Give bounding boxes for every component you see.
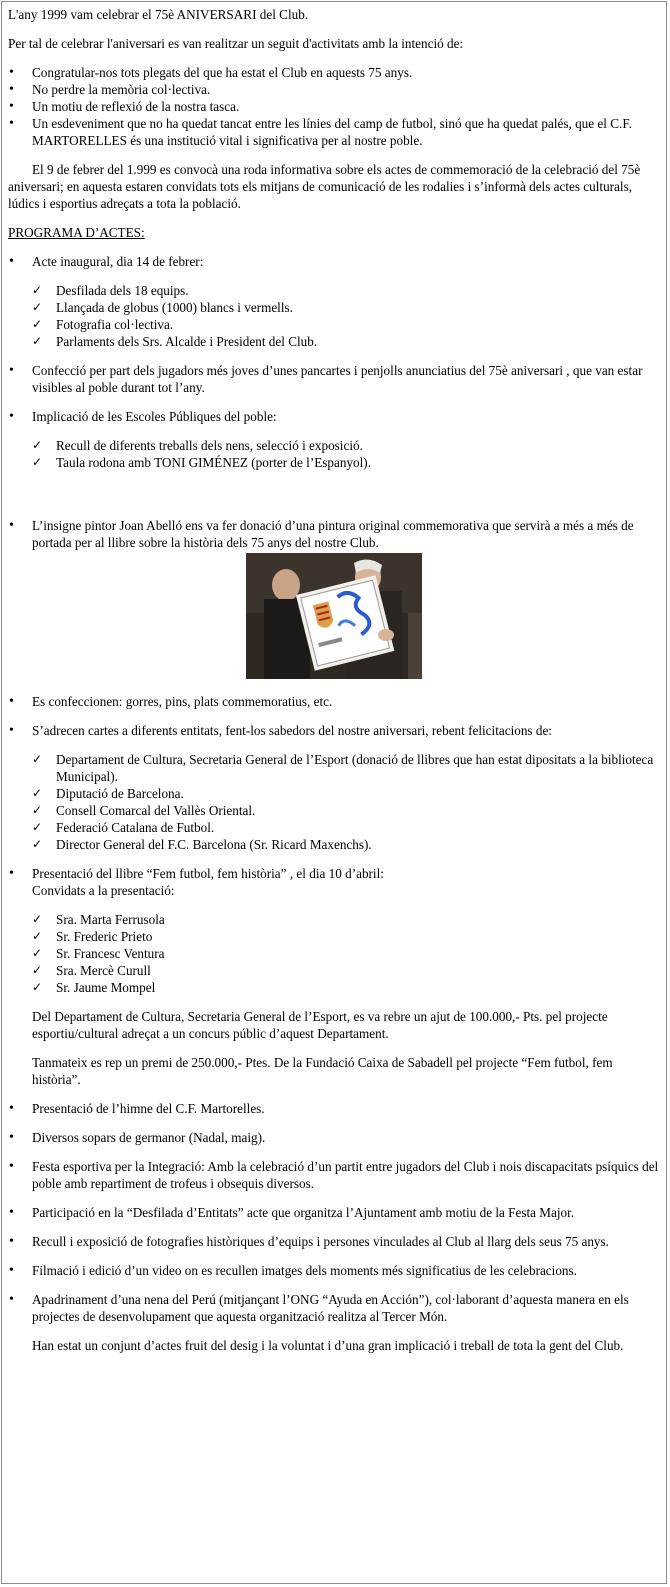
spacer xyxy=(8,1279,660,1291)
intro-text: L'any 1999 vam celebrar el 75è ANIVERSARI del Club. xyxy=(8,7,309,22)
check-item: ✓ Sr. Francesc Ventura xyxy=(32,945,660,962)
acte-inaugural-item xyxy=(8,253,660,270)
check-item: ✓ Parlaments dels Srs. Alcalde i President del Club. xyxy=(32,333,660,350)
check-item: ✓ Sra. Marta Ferrusola xyxy=(32,911,660,928)
escoles-checklist xyxy=(8,437,660,471)
program-list-a xyxy=(8,253,660,270)
guests-checklist xyxy=(8,911,660,996)
program-list-g xyxy=(8,865,660,899)
list-item: • Participació en la “Desfilada d’Entitats” acte que organitza l’Ajuntament amb motiu de la Festa Major. xyxy=(8,1204,660,1221)
list-item: • Recull i exposició de fotografies històriques d’equips i persones vinculades al Club al llarg dels seus 75 anys. xyxy=(8,1233,660,1250)
closing-paragraph: Han estat un conjunt d’actes fruit del desig i la voluntat i d’una gran implicació i treball de tota la gent del Club. xyxy=(32,1338,624,1353)
document-body xyxy=(8,6,660,1354)
program-list-b xyxy=(8,362,660,396)
check-item: ✓ Consell Comarcal del Vallès Oriental. xyxy=(32,802,660,819)
list-item: • Un motiu de reflexió de la nostra tasca. xyxy=(8,98,660,115)
acte-inaugural-checklist xyxy=(8,282,660,350)
program-list-e xyxy=(8,693,660,710)
spacer xyxy=(8,1146,660,1158)
painting-donation-photo xyxy=(246,553,422,679)
check-item: ✓ Sra. Mercè Curull xyxy=(32,962,660,979)
spacer xyxy=(8,1250,660,1262)
list-item: • No perdre la memòria col·lectiva. xyxy=(8,81,660,98)
check-item: ✓ Desfilada dels 18 equips. xyxy=(32,282,660,299)
check-item: ✓ Director General del F.C. Barcelona (Sr. Ricard Maxenchs). xyxy=(32,836,660,853)
list-item: • Apadrinament d’una nena del Perú (mitjançant l’ONG “Ayuda en Acción”), col·laborant d’aquesta manera en els projectes de desenvolupament que aquesta organització realitza al Tercer Món. xyxy=(8,1291,660,1325)
spacer xyxy=(8,1117,660,1129)
spacer xyxy=(8,1192,660,1204)
programa-heading: PROGRAMA D’ACTES: xyxy=(8,225,145,240)
llibre-item xyxy=(8,865,660,899)
premi-paragraph: Tanmateix es rep un premi de 250.000,- Ptes. De la Fundació Caixa de Sabadell pel projecte “Fem futbol, fem història”. xyxy=(32,1055,613,1087)
list-item: • Confecció per part dels jugadors més joves d’unes pancartes i penjolls anunciatius del 75è aniversari , que van estar visibles al poble durant tot l’any. xyxy=(8,362,660,396)
more-items-list xyxy=(8,1100,660,1325)
list-item: • Diversos sopars de germanor (Nadal, maig). xyxy=(8,1129,660,1146)
check-item: ✓ Sr. Jaume Mompel xyxy=(32,979,660,996)
check-item: ✓ Federació Catalana de Futbol. xyxy=(32,819,660,836)
check-item: ✓ Departament de Cultura, Secretaria General de l’Esport (donació de llibres que han estat dipositats a la biblioteca Municipal). xyxy=(32,751,660,785)
check-item: ✓ Taula rodona amb TONI GIMÉNEZ (porter de l’Espanyol). xyxy=(32,454,660,471)
list-item: • Congratular-nos tots plegats del que ha estat el Club en aquests 75 anys. xyxy=(8,64,660,81)
list-item: • Filmació i edició d’un video on es recullen imatges dels moments més significatius de les celebracions. xyxy=(8,1262,660,1279)
aims-list xyxy=(8,64,660,149)
feb-paragraph: El 9 de febrer del 1.999 es convocà una roda informativa sobre els actes de commemoració de la celebració del 75è aniversari; en aquesta estaren convidats tots els mitjans de comunicació de les rodalies i s’informà dels actes culturals, lúdics i esportius adreçats a tota la població. xyxy=(8,162,641,211)
check-item: ✓ Recull de diferents treballs dels nens, selecció i exposició. xyxy=(32,437,660,454)
check-item: ✓ Llançada de globus (1000) blancs i vermells. xyxy=(32,299,660,316)
program-list-d xyxy=(8,517,660,551)
photo-illustration xyxy=(246,553,422,679)
list-item: • Festa esportiva per la Integració: Amb la celebració d’un partit entre jugadors del Club i nois discapacitats psíquics del poble amb repartiment de trofeus i obsequis diversos. xyxy=(8,1158,660,1192)
list-item: • S’adrecen cartes a diferents entitats, fent-los sabedors del nostre aniversari, rebent felicitacions de: xyxy=(8,722,660,739)
llibre-title: • Presentació del llibre “Fem futbol, fem història” , el dia 10 d’abril: xyxy=(32,866,384,881)
program-list-c xyxy=(8,408,660,425)
lead-text: Per tal de celebrar l'aniversari es van realitzar un seguit d'activitats amb la intenció de: xyxy=(8,36,464,51)
list-item: • Implicació de les Escoles Públiques del poble: xyxy=(8,408,660,425)
llibre-subtitle: Convidats a la presentació: xyxy=(32,883,175,898)
acte-inaugural-title: Acte inaugural, dia 14 de febrer: xyxy=(32,254,204,269)
spacer xyxy=(8,1221,660,1233)
check-item: ✓ Diputació de Barcelona. xyxy=(32,785,660,802)
ajut-paragraph: Del Departament de Cultura, Secretaria General de l’Esport, es va rebre un ajut de 100.000,- Pts. pel projecte esportiu/cultural adreçat a un concurs públic d’aquest Departament. xyxy=(32,1009,608,1041)
list-item: • Un esdeveniment que no ha quedat tancat entre les línies del camp de futbol, sinó que ha quedat palés, que el C.F. MARTORELLES és una institució vital i significativa per al nostre poble. xyxy=(8,115,660,149)
list-item: • L’insigne pintor Joan Abelló ens va fer donació d’una pintura original commemorativa que servirà a més a més de portada per al llibre sobre la història dels 75 anys del nostre Club. xyxy=(8,517,660,551)
list-item: • Presentació de l’himne del C.F. Martorelles. xyxy=(8,1100,660,1117)
list-item: • Es confeccionen: gorres, pins, plats commemoratius, etc. xyxy=(8,693,660,710)
check-item: ✓ Fotografia col·lectiva. xyxy=(32,316,660,333)
program-list-f xyxy=(8,722,660,739)
cartes-checklist xyxy=(8,751,660,853)
check-item: ✓ Sr. Frederic Prieto xyxy=(32,928,660,945)
